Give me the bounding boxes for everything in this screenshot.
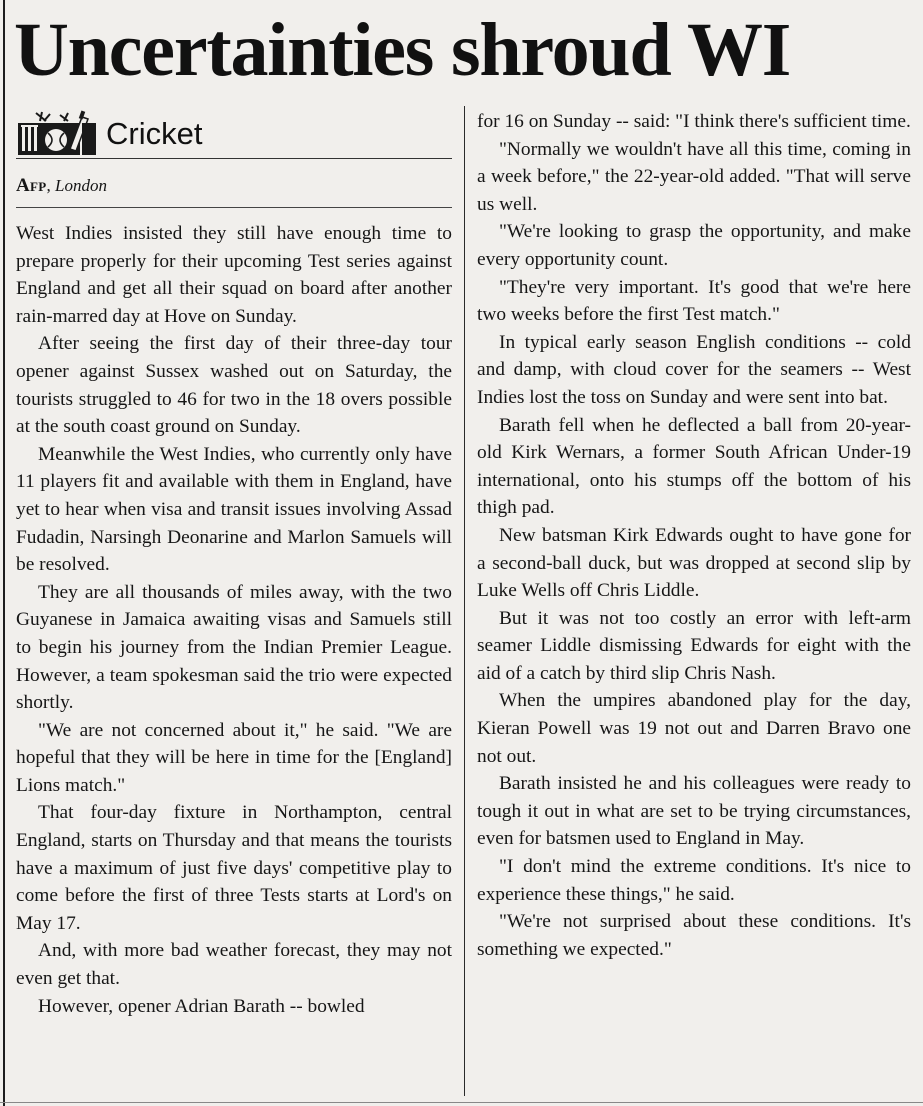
paragraph: West Indies insisted they still have enough time to prepare properly for their upcoming Test series against England and get all their squad on board after another rain-marred day at Hove on Sunday. (16, 223, 452, 327)
paragraph: When the umpires abandoned play for the day, Kieran Powell was 19 not out and Darren Bravo one not out. (477, 690, 911, 767)
paragraph: "We are not concerned about it," he said. "We are hopeful that they will be here in time for the [England] Lions match." (16, 719, 452, 796)
cricket-icon (16, 109, 98, 157)
paragraph: However, opener Adrian Barath -- bowled (38, 995, 365, 1017)
byline-place: London (55, 176, 107, 195)
paragraph: for 16 on Sunday -- said: "I think there's sufficient time. (477, 111, 911, 132)
paragraph: That four-day fixture in Northampton, central England, starts on Thursday and that means the tourists have a maximum of just five days' competitive play to come before the first of three Tests starts at Lord's on May 17. (16, 802, 452, 934)
paragraph: "I don't mind the extreme conditions. It's nice to experience these things," he said. (477, 856, 911, 905)
article-column-right (477, 108, 911, 963)
column-divider (464, 106, 465, 1096)
section-name: Cricket (106, 115, 203, 151)
paragraph: After seeing the first day of their three-day tour opener against Sussex washed out on Saturday, the tourists struggled to 46 for two in the 18 overs possible at the south coast ground on Sunday. (16, 333, 452, 438)
headline: Uncertainties shroud WI (14, 8, 791, 92)
paragraph: "We're not surprised about these conditions. It's something we expected." (477, 911, 911, 960)
paragraph: New batsman Kirk Edwards ought to have gone for a second-ball duck, but was dropped at second slip by Luke Wells off Chris Liddle. (477, 524, 911, 602)
paragraph: But it was not too costly an error with left-arm seamer Liddle dismissing Edwards for eight with the aid of a catch by third slip Chris Nash. (477, 607, 911, 684)
paragraph: "Normally we wouldn't have all this time, coming in a week before," the 22-year-old added. "That will serve us well. (477, 138, 911, 215)
article-column-left (16, 108, 452, 1020)
paragraph: "They're very important. It's good that we're here two weeks before the first Test match." (477, 276, 911, 326)
byline: Afp, London (16, 175, 107, 196)
paragraph: And, with more bad weather forecast, they may not even get that. (16, 940, 452, 990)
paragraph: In typical early season English conditions -- cold and damp, with cloud cover for the seamers -- West Indies lost the toss on Sunday and were sent into bat. (477, 331, 911, 408)
byline-rule (16, 207, 452, 208)
page-edge-rule (3, 0, 5, 1106)
paragraph: Barath insisted he and his colleagues were ready to tough it out in what are set to be trying circumstances, even for batsmen used to England in May. (477, 773, 911, 850)
paragraph: Barath fell when he deflected a ball from 20-year-old Kirk Wernars, a former South African Under-19 international, onto his stumps off the bottom of his thigh pad. (477, 414, 911, 519)
article-body-right (477, 108, 911, 963)
section-rule (16, 158, 452, 159)
section-label (16, 108, 452, 158)
bottom-rule (0, 1102, 923, 1103)
paragraph: "We're looking to grasp the opportunity, and make every opportunity count. (477, 221, 911, 270)
article-body-left (16, 220, 452, 1020)
paragraph: They are all thousands of miles away, with the two Guyanese in Jamaica awaiting visas and Samuels still to begin his journey from the Indian Premier League. However, a team spokesman said the trio were expected shortly. (16, 581, 452, 714)
byline-agency: Afp (16, 175, 47, 196)
paragraph: Meanwhile the West Indies, who currently only have 11 players fit and available with them in England, have yet to hear when visa and transit issues involving Assad Fudadin, Narsingh Deonarine and Marlon Samuels will be resolved. (16, 443, 452, 576)
